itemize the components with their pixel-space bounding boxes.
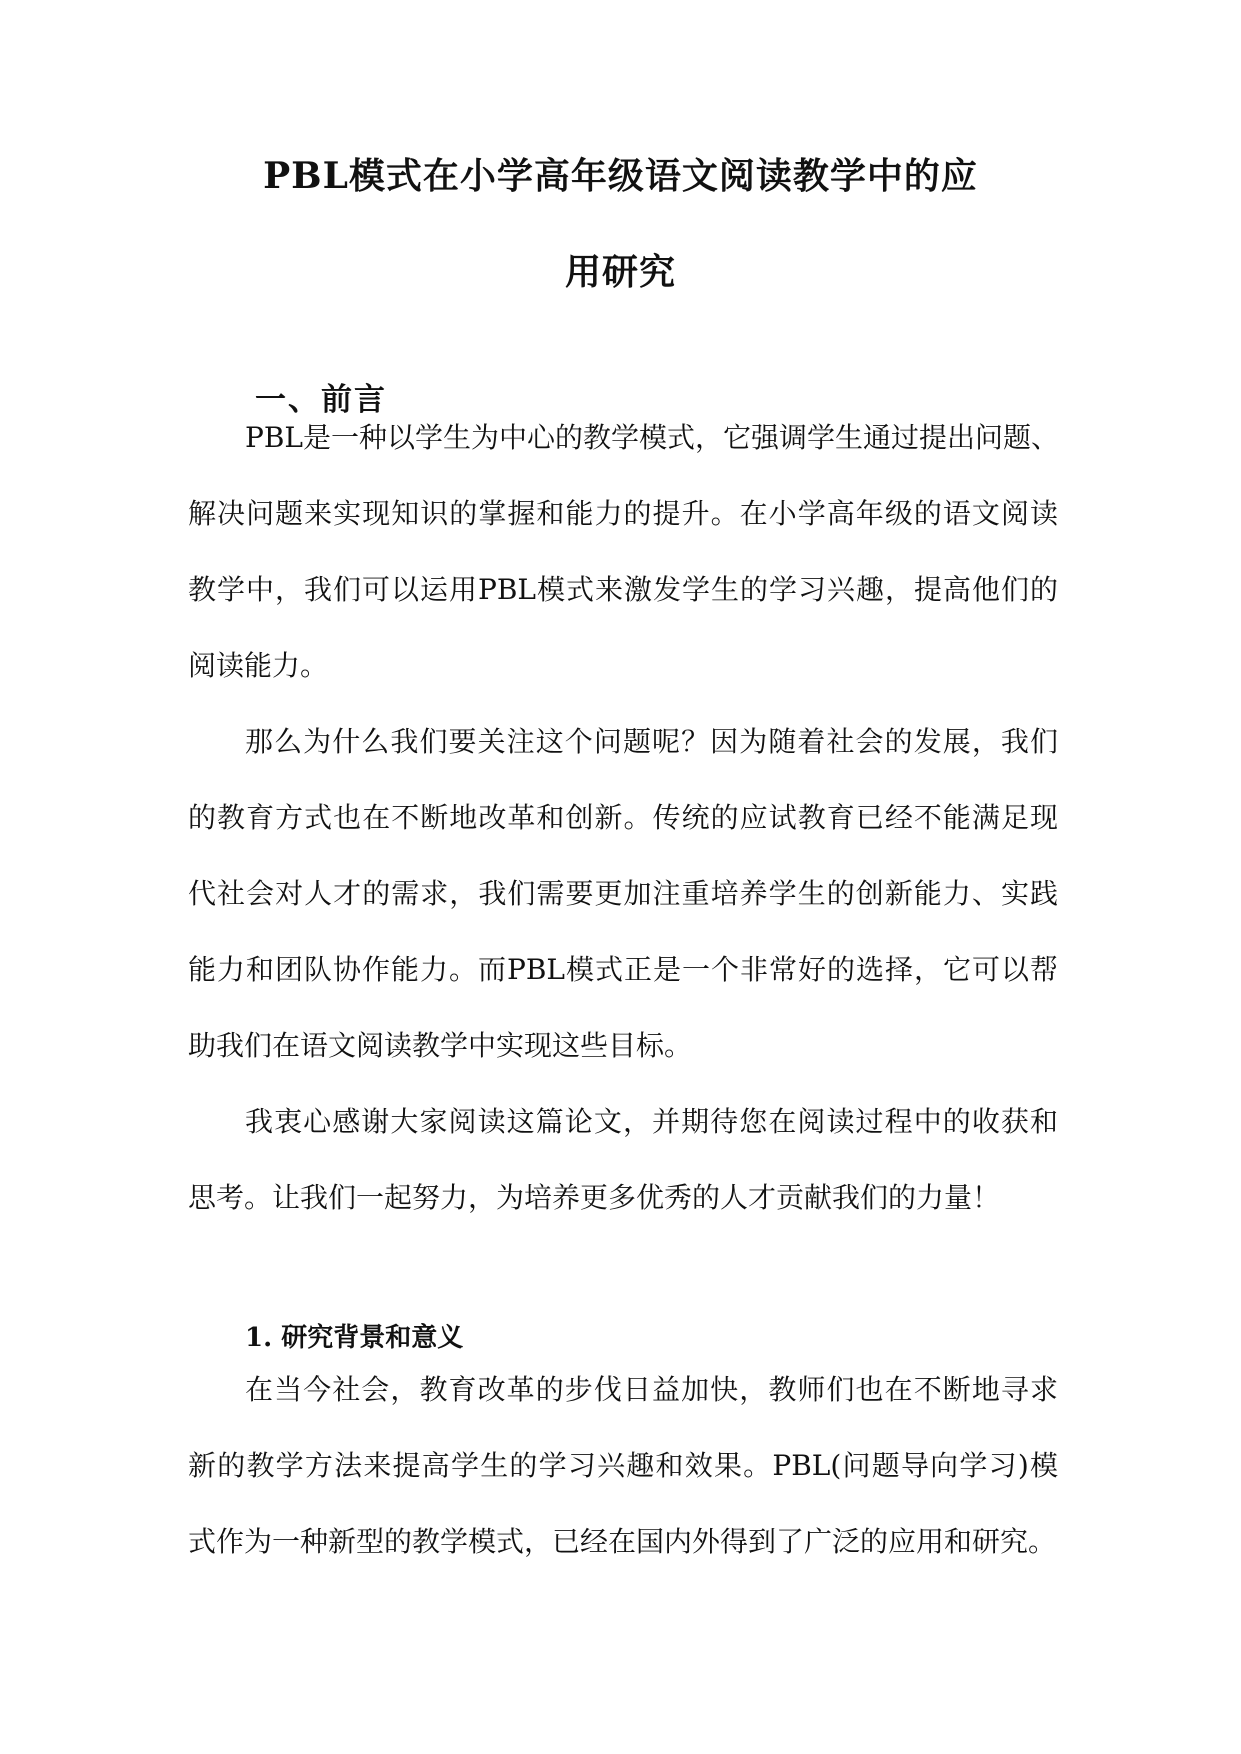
- section-heading-preface: 一、前言: [255, 382, 387, 418]
- paragraph-4-line-2: 新的教学方法来提高学生的学习兴趣和效果。PBL(问题导向学习)模: [188, 1449, 1058, 1482]
- paragraph-2-line-5: 助我们在语文阅读教学中实现这些目标。: [188, 1029, 693, 1062]
- page-title-line-2: 用研究: [564, 251, 676, 293]
- paragraph-4-line-1: 在当今社会，教育改革的步伐日益加快，教师们也在不断地寻求: [245, 1373, 1058, 1406]
- paragraph-2-line-3: 代社会对人才的需求，我们需要更加注重培养学生的创新能力、实践: [188, 877, 1058, 910]
- paragraph-4-line-3: 式作为一种新型的教学模式，已经在国内外得到了广泛的应用和研究。: [188, 1525, 1057, 1558]
- paragraph-1-line-2: 解决问题来实现知识的掌握和能力的提升。在小学高年级的语文阅读: [188, 497, 1058, 530]
- paragraph-2-line-2: 的教育方式也在不断地改革和创新。传统的应试教育已经不能满足现: [188, 801, 1058, 834]
- paragraph-1-line-4: 阅读能力。: [188, 649, 329, 682]
- subsection-heading-background: 1. 研究背景和意义: [245, 1323, 464, 1353]
- paragraph-3-line-1: 我衷心感谢大家阅读这篇论文，并期待您在阅读过程中的收获和: [245, 1105, 1058, 1138]
- paragraph-2-line-4: 能力和团队协作能力。而PBL模式正是一个非常好的选择，它可以帮: [188, 953, 1058, 986]
- paragraph-2-line-1: 那么为什么我们要关注这个问题呢？因为随着社会的发展，我们: [245, 725, 1058, 758]
- page-title-line-1: PBL模式在小学高年级语文阅读教学中的应: [263, 155, 978, 197]
- paragraph-1-line-3: 教学中，我们可以运用PBL模式来激发学生的学习兴趣，提高他们的: [188, 573, 1058, 606]
- paragraph-1-line-1: PBL是一种以学生为中心的教学模式，它强调学生通过提出问题、: [245, 421, 1060, 454]
- paragraph-3-line-2: 思考。让我们一起努力，为培养更多优秀的人才贡献我们的力量！: [188, 1181, 1001, 1214]
